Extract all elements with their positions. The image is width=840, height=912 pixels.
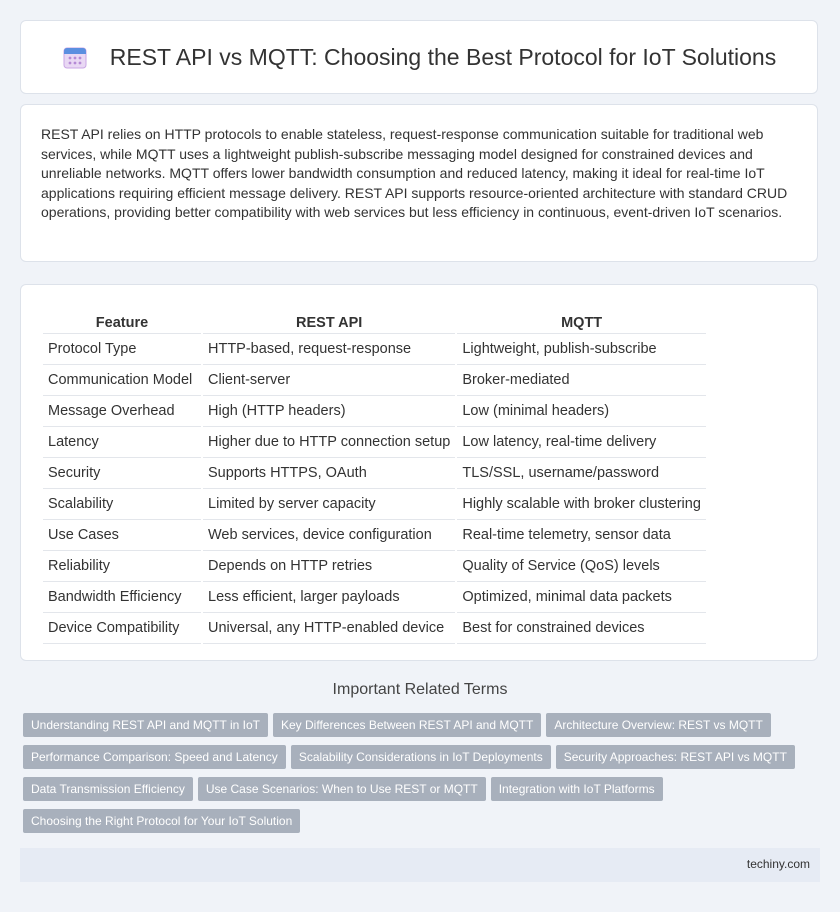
table-cell: Device Compatibility [43, 613, 201, 644]
table-cell: Higher due to HTTP connection setup [203, 427, 455, 458]
table-cell: Bandwidth Efficiency [43, 582, 201, 613]
related-term-tag[interactable]: Key Differences Between REST API and MQTT [273, 713, 541, 737]
calendar-icon [62, 44, 88, 70]
table-cell: Supports HTTPS, OAuth [203, 458, 455, 489]
table-row [43, 520, 706, 551]
table-cell: Real-time telemetry, sensor data [457, 520, 706, 551]
related-term-tag[interactable]: Choosing the Right Protocol for Your IoT Solution [23, 809, 300, 833]
column-header-feature: Feature [43, 305, 201, 334]
comparison-table-card [20, 284, 818, 661]
table-cell: Security [43, 458, 201, 489]
table-cell: Less efficient, larger payloads [203, 582, 455, 613]
related-term-tag[interactable]: Security Approaches: REST API vs MQTT [556, 745, 795, 769]
table-cell: Lightweight, publish-subscribe [457, 334, 706, 365]
table-cell: Client-server [203, 365, 455, 396]
table-cell: Broker-mediated [457, 365, 706, 396]
comparison-table [41, 305, 708, 644]
related-terms-tags [23, 713, 823, 841]
table-cell: Low latency, real-time delivery [457, 427, 706, 458]
related-term-tag[interactable]: Performance Comparison: Speed and Latency [23, 745, 286, 769]
table-row [43, 334, 706, 365]
table-row [43, 551, 706, 582]
column-header-rest-api: REST API [203, 305, 455, 334]
table-row [43, 427, 706, 458]
related-term-tag[interactable]: Use Case Scenarios: When to Use REST or MQTT [198, 777, 486, 801]
table-row [43, 458, 706, 489]
table-cell: Protocol Type [43, 334, 201, 365]
table-cell: Message Overhead [43, 396, 201, 427]
table-cell: HTTP-based, request-response [203, 334, 455, 365]
table-cell: Best for constrained devices [457, 613, 706, 644]
related-term-tag[interactable]: Scalability Considerations in IoT Deployments [291, 745, 551, 769]
table-row [43, 582, 706, 613]
table-header-row [43, 305, 706, 334]
table-cell: Highly scalable with broker clustering [457, 489, 706, 520]
table-row [43, 396, 706, 427]
related-term-tag[interactable]: Understanding REST API and MQTT in IoT [23, 713, 268, 737]
table-cell: Use Cases [43, 520, 201, 551]
related-terms-heading: Important Related Terms [332, 681, 508, 698]
table-row [43, 613, 706, 644]
column-header-mqtt: MQTT [457, 305, 706, 334]
related-term-tag[interactable]: Architecture Overview: REST vs MQTT [546, 713, 770, 737]
related-term-tag[interactable]: Data Transmission Efficiency [23, 777, 193, 801]
footer [20, 848, 820, 882]
table-cell: TLS/SSL, username/password [457, 458, 706, 489]
summary-text: REST API relies on HTTP protocols to enable stateless, request-response communication suitable for traditional web services, while MQTT uses a lightweight publish-subscribe messaging model designed for constrained devices and unreliable networks. MQTT offers lower bandwidth consumption and reduced latency, making it ideal for real-time IoT applications requiring efficient message delivery. REST API supports resource-oriented architecture with standard CRUD operations, providing better compatibility with web services but less efficiency in continuous, event-driven IoT scenarios. [41, 126, 788, 220]
summary-card [20, 104, 818, 262]
header-card [20, 20, 818, 94]
table-cell: Communication Model [43, 365, 201, 396]
table-cell: Universal, any HTTP-enabled device [203, 613, 455, 644]
table-cell: Web services, device configuration [203, 520, 455, 551]
table-cell: Limited by server capacity [203, 489, 455, 520]
table-cell: Scalability [43, 489, 201, 520]
footer-brand[interactable]: techiny.com [746, 857, 810, 871]
table-cell: High (HTTP headers) [203, 396, 455, 427]
table-cell: Reliability [43, 551, 201, 582]
table-row [43, 489, 706, 520]
table-cell: Latency [43, 427, 201, 458]
table-cell: Depends on HTTP retries [203, 551, 455, 582]
table-cell: Low (minimal headers) [457, 396, 706, 427]
table-row [43, 365, 706, 396]
table-cell: Optimized, minimal data packets [457, 582, 706, 613]
page-title: REST API vs MQTT: Choosing the Best Protocol for IoT Solutions [109, 43, 777, 70]
table-cell: Quality of Service (QoS) levels [457, 551, 706, 582]
related-term-tag[interactable]: Integration with IoT Platforms [491, 777, 663, 801]
